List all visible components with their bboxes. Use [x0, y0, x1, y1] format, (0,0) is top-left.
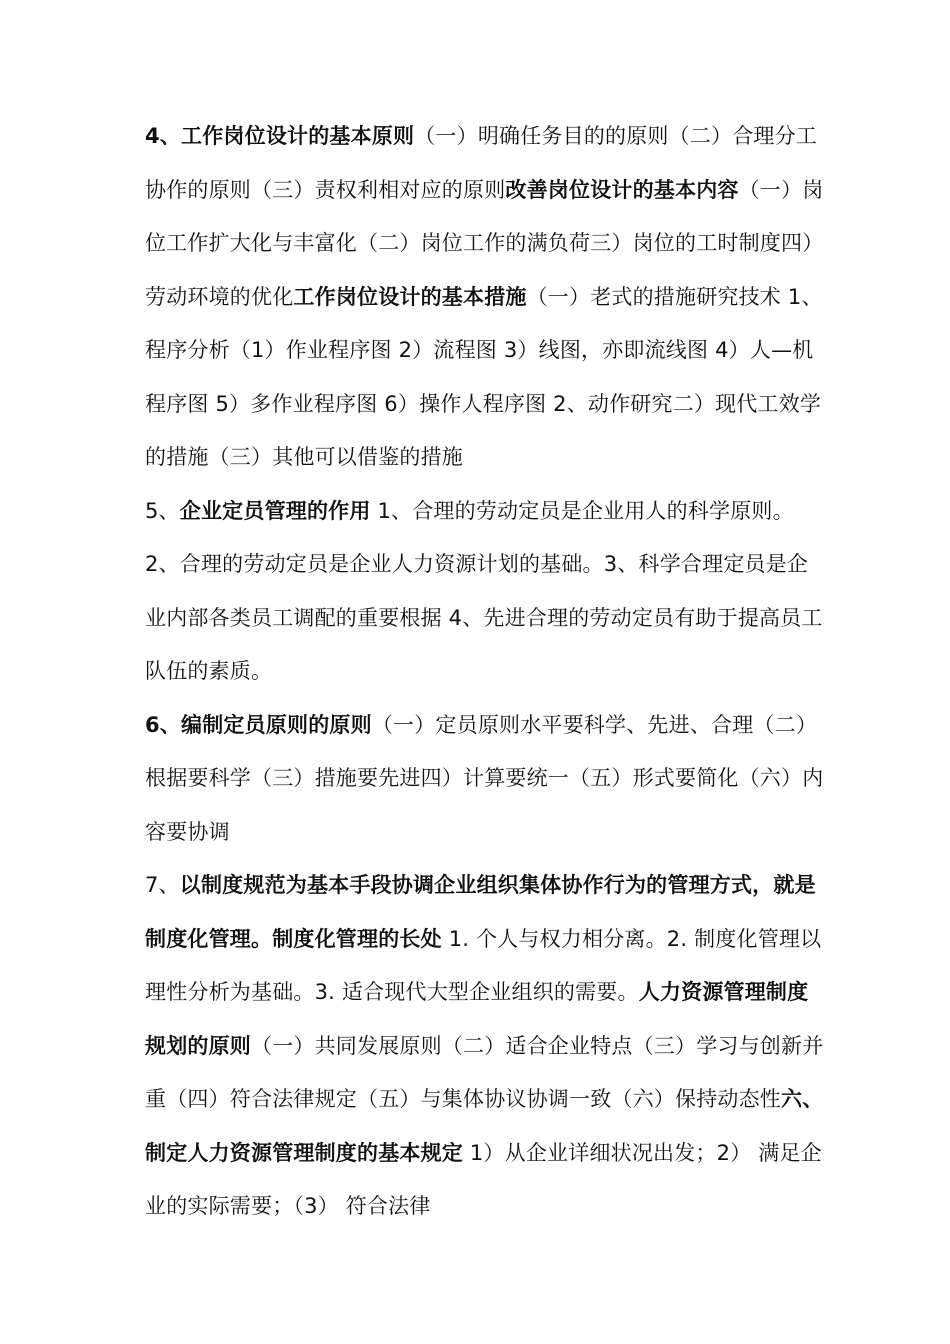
paragraph-staffing-principles [145, 699, 825, 860]
heading-staffing-management-role: 企业定员管理的作用 [179, 498, 371, 523]
section-number: 7、 [145, 873, 180, 897]
paragraph-institutional-management [145, 859, 825, 1234]
heading-job-design-principles: 工作岗位设计的基本原则 [181, 124, 415, 148]
paragraph-staffing-role [145, 485, 825, 699]
body-text: （一）共同发展原则（二）适合企业特点（三）学习与创新并重（四）符合法律规定（五）与集体协议协调一致（六）保持动态性 [145, 1033, 824, 1111]
heading-improve-job-design: 改善岗位设计的基本内容 [505, 177, 739, 202]
body-text: 1. 个人与权力相分离。2. 制度化管理以理性分析为基础。3. 适合现代大型企业组织的需要。 [145, 926, 822, 1004]
heading-institutional-management: 以制度规范为基本手段协调企业组织集体协作行为的管理方式，就是制度化管理。制度化管理的长处 [145, 873, 816, 951]
section-number: 4、 [145, 124, 182, 148]
heading-staffing-principles: 编制定员原则的原则 [181, 712, 372, 737]
body-text: 1、合理的劳动定员是企业用人的科学原则。2、合理的劳动定员是企业人力资源计划的基础。3、科学合理定员是企业内部各类员工调配的重要根据 4、先进合理的劳动定员有助于提高员工队伍的素质。 [145, 498, 823, 683]
section-number: 5、 [145, 498, 180, 523]
section-number: 6、 [145, 712, 182, 737]
heading-hr-policy-requirements: 六、制定人力资源管理制度的基本规定 [145, 1087, 824, 1165]
body-text: 1）从企业详细状况出发；2） 满足企业的实际需要；（3） 符合法律 [145, 1140, 822, 1218]
document-page [145, 110, 825, 1234]
body-text: （一）定员原则水平要科学、先进、合理（二）根据要科学（三）措施要先进四）计算要统一（五）形式要简化（六）内容要协调 [145, 712, 824, 844]
paragraph-job-design [145, 110, 825, 485]
body-text: （一）明确任务目的的原则（二）合理分工协作的原则（三）责权利相对应的原则 [145, 124, 818, 202]
heading-job-design-measures: 工作岗位设计的基本措施 [293, 284, 527, 309]
body-text: （一）老式的措施研究技术 1、程序分析（1）作业程序图 2）流程图 3）线图，亦即流线图 4）人—机程序图 5）多作业程序图 6）操作人程序图 2、动作研究二）现代工效学的措施（三）其他可以借鉴的措施 [145, 284, 823, 469]
body-text: （一）岗位工作扩大化与丰富化（二）岗位工作的满负荷三）岗位的工时制度四）劳动环境的优化 [145, 177, 824, 309]
heading-hr-policy-principles: 人力资源管理制度规划的原则 [145, 980, 809, 1058]
